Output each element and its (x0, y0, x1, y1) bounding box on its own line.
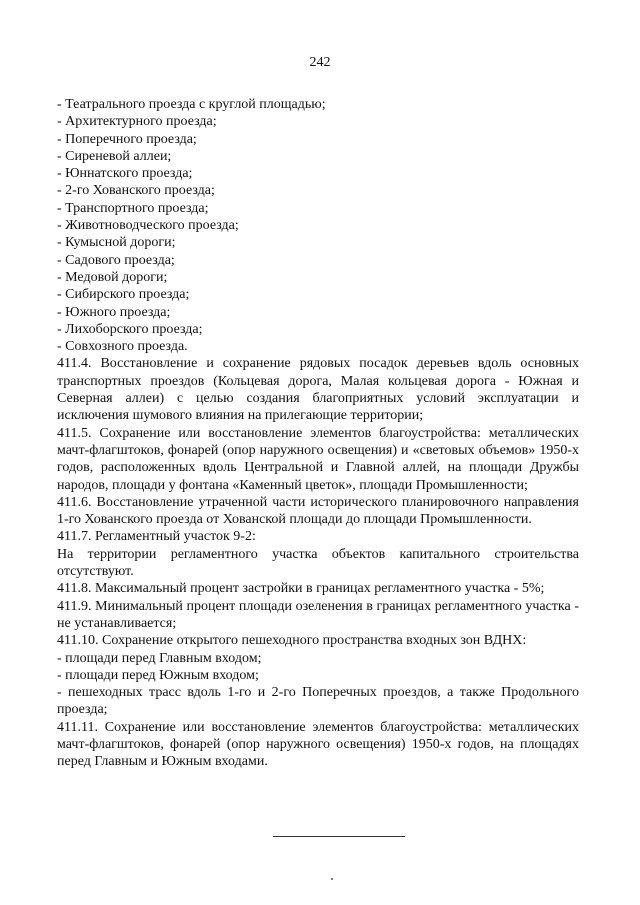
list-item: - Юннатского проезда; (57, 166, 193, 182)
end-separator-line (273, 836, 405, 837)
list-item: - Лихоборского проезда; (57, 321, 203, 337)
list-item: - Театрального проезда с круглой площадью; (57, 97, 326, 112)
list-item: - Садового проезда; (57, 252, 175, 268)
list-item: - Поперечного проезда; (57, 131, 197, 147)
document-body (57, 96, 579, 771)
list-item: - Сиреневой аллеи; (57, 148, 172, 164)
heading-411-7: 411.7. Регламентный участок 9-2: (57, 529, 256, 545)
list-item: - Медовой дороги; (57, 269, 168, 285)
paragraph-411-11: 411.11. Сохранение или восстановление элементов благоустройства: металлических мачт-флагштоков, фонарей (опор наружного освещения) 1950-х годов, на площадях перед Главным и Южным входами. (57, 719, 579, 770)
page-number: 242 (309, 55, 331, 70)
paragraph-411-8: 411.8. Максимальный процент застройки в границах регламентного участка - 5%; (57, 581, 545, 597)
paragraph-411-7-text: На территории регламентного участка объектов капитального строительства отсутствуют. (57, 546, 579, 580)
paragraph-411-6: 411.6. Восстановление утраченной части исторического планировочного направления 1-го Хованского проезда от Хованской площади до площади Промышленности. (57, 494, 579, 528)
list-item: - Кумысной дороги; (57, 235, 176, 251)
list-item: - площади перед Южным входом; (57, 667, 259, 683)
paragraph-411-4: 411.4. Восстановление и сохранение рядовых посадок деревьев вдоль основных транспортных проездов (Кольцевая дорога, Малая кольцевая дорога - Южная и Северная аллеи) с целью создания благоприятных условий эксплуатации и исключения шумового влияния на прилегающие территории; (57, 356, 579, 424)
list-item: - площади перед Главным входом; (57, 650, 262, 666)
list-item: - Животноводческого проезда; (57, 218, 239, 234)
list-item: - Южного проезда; (57, 304, 171, 320)
list-item: - Совхозного проезда. (57, 339, 188, 355)
paragraph-411-5: 411.5. Сохранение или восстановление элементов благоустройства: металлических мачт-флагштоков, фонарей (опор наружного освещения) и «световых объемов» 1950-х годов, расположенных вдоль Центральной и Главной аллей, на площади Дружбы народов, площади у фонтана «Каменный цветок», площади Промышленности; (57, 425, 579, 493)
street-list (57, 96, 579, 355)
paragraph-411-10-last: - пешеходных трасс вдоль 1-го и 2-го Поперечных проездов, а также Продольного проезда; (57, 685, 579, 718)
heading-411-10: 411.10. Сохранение открытого пешеходного пространства входных зон ВДНХ: (57, 633, 527, 649)
paragraph-411-9: 411.9. Минимальный процент площади озеленения в границах регламентного участка - не устанавливается; (57, 598, 579, 631)
list-item: - Транспортного проезда; (57, 200, 209, 216)
scan-speck (331, 878, 333, 880)
list-item: - Сибирского проезда; (57, 287, 190, 303)
list-item: - Архитектурного проезда; (57, 114, 217, 130)
list-item: - 2-го Хованского проезда; (57, 183, 215, 199)
